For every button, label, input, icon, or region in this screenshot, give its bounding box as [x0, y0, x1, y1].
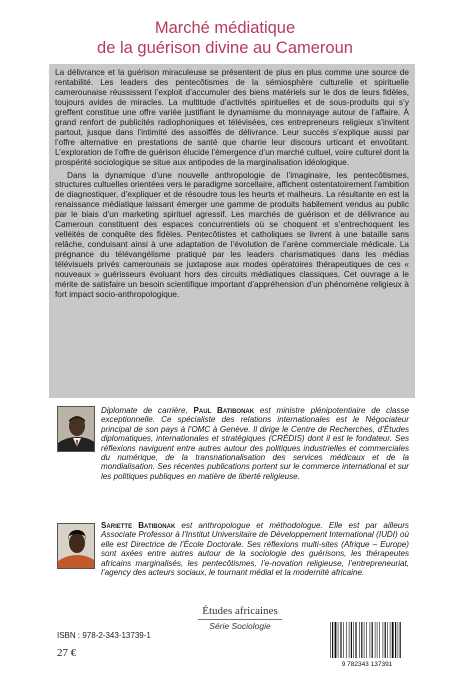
barcode-bar [353, 622, 354, 658]
barcode-bar [343, 622, 344, 658]
author-1-bio-body: est ministre plénipotentiaire de classe exceptionnelle. Ce spécialiste des relations internationales est le Négociateur principal de son pays à l’OMC à Genève. Il dirige le Centre de Recherches, d’Études diplomatiques, internationales et stratégiques (CRÉDIS) dont il est le fondateur. Ses réflexions naviguent entre autres autour des politiques industrielles et commerciales du numérique, de la transnationalisation des services médicaux et de la mondialisation. Ses récentes publications portent sur le commerce international et sur les politiques publiques en matière de liberté religieuse. [101, 406, 410, 481]
barcode-bar [392, 622, 394, 658]
author-1-photo [57, 406, 95, 452]
title-line-1: Marché médiatique [154, 19, 296, 37]
barcode-bar [340, 622, 341, 658]
barcode-bar [359, 622, 360, 658]
barcode-icon [324, 620, 410, 668]
barcode-bar [377, 622, 378, 658]
author-1-portrait-icon [58, 407, 95, 452]
author-2-photo [57, 523, 95, 569]
barcode-bar [390, 622, 391, 658]
summary-paragraph-2: Dans la dynamique d’une nouvelle anthropologie de l’imaginaire, les pentecôtismes, structures cultuelles orientées vers le paradigme sorcellaire, affichent ostentatoirement l’ambition de diagnostiquer, d’expliquer et de résoudre tous les heurts et malheurs. La résultante en est la renaissance médiatique laissant émerger une gamme de produits habilement vendus au public par le biais d’un marketing spirituel agressif. Les marchés de guérison et de délivrance au Cameroun constituent des espaces concurrentiels où se choquent et s’entrechoquent les velléités de conquête des fidèles. Pentecôtistes et catholiques se livrent à une bataille sans relâche, conduisant ainsi à une adaptation de l’évolution de l’arène commerciale médicale. La prégnance du télévangélisme pratiqué par les leaders charismatiques dans les médias télévisuels privés camerounais se juxtapose aux modes opératoires thérapeutiques de ces « nouveaux » guérisseurs évoluant hors des circuits médiatiques classiques. Cet ouvrage a le mérite de satisfaire un besoin scientifique important d’appréhension d’un phénomène religieux à fort impact socio-anthropologique. [55, 170, 409, 299]
barcode-bar [332, 622, 333, 658]
series-subtitle: Série Sociologie [198, 619, 282, 631]
barcode-bar [400, 622, 401, 658]
series-name: Études africaines [202, 605, 278, 617]
barcode-bar [346, 622, 347, 658]
isbn-label: ISBN : 978-2-343-13739-1 [57, 631, 151, 640]
barcode-bar [379, 622, 380, 658]
barcode-bar [370, 622, 371, 658]
author-2-bio [57, 521, 409, 577]
author-1-prefix: Diplomate de carrière, [101, 406, 194, 415]
barcode-bar [349, 622, 350, 658]
barcode-bar [375, 622, 376, 658]
barcode-digits: 9 782343 137391 [341, 661, 393, 668]
barcode-bar [335, 622, 337, 658]
author-1-bio-text [101, 406, 409, 481]
barcode-bar [361, 622, 362, 658]
author-2-bio-body: est anthropologue et méthodologue. Elle est par ailleurs Associate Professor à l’Institut Universitaire de Développement International (IUDI) où elle est Directrice de l’École Doctorale. Ses réflexions multi-sites (Afrique – Europe) sont axées entre autres autour de la sociologie des guérisons, les thérapeutes africains marginalisés, les pentecôtismes, l’e-novation religieuse, l’entrepreneuriat, l’agency des acteurs sociaux, le tournant médial et la modernité africaine. [101, 521, 409, 578]
price-label: 27 € [57, 647, 77, 659]
author-2-name: Sariette Batibonak [101, 521, 176, 530]
barcode-bar [398, 622, 399, 658]
series-label [170, 605, 310, 631]
barcode-bar [355, 622, 356, 658]
barcode-bar [387, 622, 388, 658]
barcode-bar [372, 622, 373, 658]
author-2-bio-text [101, 521, 409, 577]
barcode-bar [364, 622, 365, 658]
summary-paragraph-1: La délivrance et la guérison miraculeuse se présentent de plus en plus comme une source de rentabilité. Les leaders des pentecôtismes de la sémiosphère culturelle et spirituelle camerounaise réussissent l’exploit d’accumuler des biens matériels sur le dos de leurs fidèles, toujours avides de miracles. La multitude d’activités spirituelles et de sous-produits qui s’y greffent constitue une offre variée justifiant le dynamisme du monnayage autour de l’affaire. À grand renfort de publicités radiophoniques et télévisées, ces entrepreneurs religieux s’invitent partout, jusque dans l’intimité des assoiffés de délivrance. Leur succès s’explique aussi par l’offre alternative en prestations de santé que charrie leur discours urticant et envoûtant. L’exploration de l’offre de guérison élucide l’émergence d’un marché cultuel, voire culturel dont la prospérité sociologique se situe aux antipodes de la marginalisation idéologique. [55, 68, 409, 167]
author-1-name: Paul Batibonak [193, 406, 255, 415]
book-title [0, 18, 450, 58]
author-1-bio [57, 406, 409, 481]
barcode-bar [366, 622, 367, 658]
title-line-2: de la guérison divine au Cameroun [97, 39, 353, 57]
summary-panel [49, 64, 415, 398]
barcode-bar [383, 622, 384, 658]
author-2-portrait-icon [58, 524, 95, 569]
barcode-bar [395, 622, 396, 658]
barcode-bar [385, 622, 386, 658]
barcode-bar [338, 622, 339, 658]
barcode-bar [351, 622, 352, 658]
barcode-bar [330, 622, 331, 658]
